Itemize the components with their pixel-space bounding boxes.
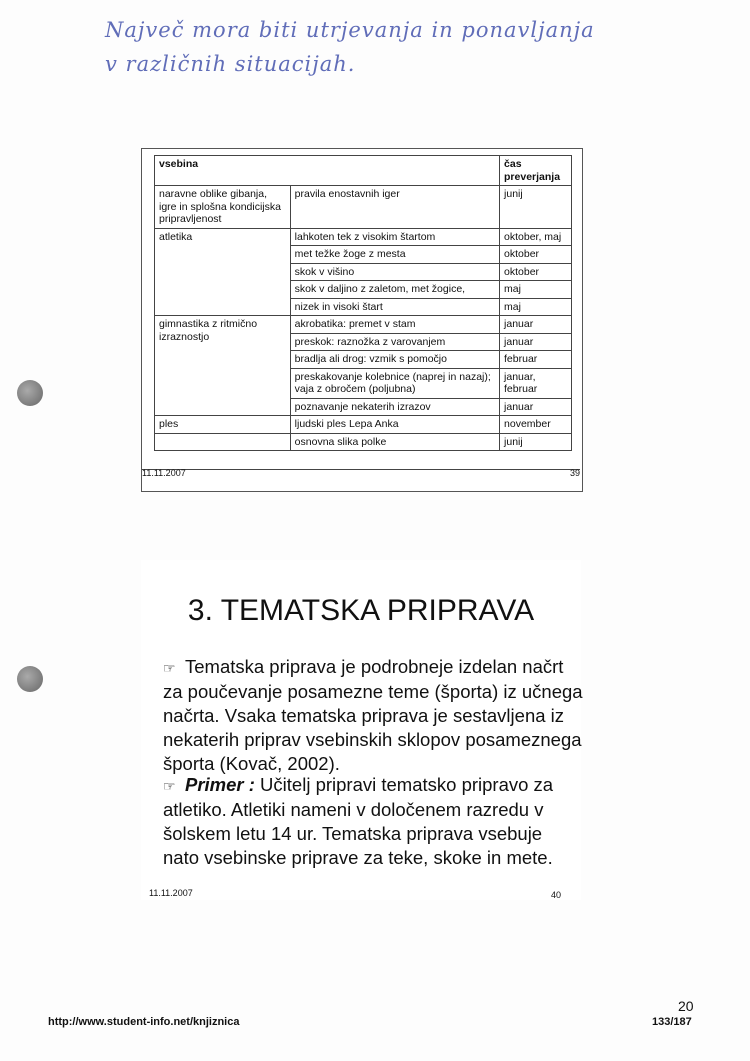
category-cell: gimnastika z ritmično izraznostjo — [155, 316, 291, 416]
item-cell: nizek in visoki štart — [290, 298, 499, 316]
time-cell: junij — [500, 186, 572, 229]
header-time: čas preverjanja — [500, 156, 572, 186]
pointing-hand-icon: ☞ — [163, 660, 176, 676]
item-cell: preskakovanje kolebnice (naprej in nazaj); vaja z obročem (poljubna) — [290, 368, 499, 398]
item-cell: skok v daljino z zaletom, met žogice, — [290, 281, 499, 299]
category-cell: naravne oblike gibanja, igre in splošna kondicijska pripravljenost — [155, 186, 291, 229]
item-cell: met težke žoge z mesta — [290, 246, 499, 264]
paragraph-example — [163, 773, 583, 870]
header-content: vsebina — [155, 156, 500, 186]
paragraph-text: Tematska priprava je podrobneje izdelan načrt za poučevanje posamezne teme (športa) iz učnega načrta. Vsaka tematska priprava je sestavljena iz nekaterih priprav vsebinskih sklopov posameznega športa (Kovač, 2002). — [163, 656, 583, 774]
table-row — [155, 228, 572, 246]
slide-number: 39 — [569, 468, 580, 478]
assessment-table — [154, 155, 572, 451]
slide-date: 11.11.2007 — [149, 888, 193, 898]
footer-url[interactable]: http://www.student-info.net/knjiznica — [48, 1016, 240, 1028]
punch-hole — [17, 380, 43, 406]
table-row — [155, 433, 572, 451]
category-cell: ples — [155, 416, 291, 434]
slide-number: 40 — [551, 890, 562, 900]
time-cell: oktober, maj — [500, 228, 572, 246]
time-cell: maj — [500, 298, 572, 316]
category-cell: atletika — [155, 228, 291, 316]
slide-title: 3. TEMATSKA PRIPRAVA — [187, 594, 535, 627]
table-header-row — [155, 156, 572, 186]
pointing-hand-icon: ☞ — [163, 778, 176, 794]
page-count: 133/187 — [652, 1016, 692, 1028]
slide-39 — [141, 148, 583, 492]
item-cell: ljudski ples Lepa Anka — [290, 416, 499, 434]
item-cell: preskok: raznožka z varovanjem — [290, 333, 499, 351]
item-cell: skok v višino — [290, 263, 499, 281]
time-cell: maj — [500, 281, 572, 299]
time-cell: oktober — [500, 263, 572, 281]
slide-date: 11.11.2007 — [142, 468, 186, 478]
handwritten-note-line1: Največ mora biti utrjevanja in ponavljanja — [105, 18, 595, 42]
table-row — [155, 186, 572, 229]
item-cell: bradlja ali drog: vzmik s pomočjo — [290, 351, 499, 369]
item-cell: akrobatika: premet v stam — [290, 316, 499, 334]
paragraph-text: Učitelj pripravi tematsko pripravo za atletiko. Atletiki nameni v določenem razredu v šolskem letu 14 ur. Tematska priprava vsebuje nato vsebinske priprave za teke, skoke in mete. — [163, 774, 554, 868]
time-cell: februar — [500, 351, 572, 369]
item-cell: poznavanje nekaterih izrazov — [290, 398, 499, 416]
time-cell: januar — [500, 316, 572, 334]
item-cell: lahkoten tek z visokim štartom — [290, 228, 499, 246]
category-cell — [155, 433, 291, 451]
example-label: Primer : — [185, 774, 255, 795]
handwritten-note-line2: v različnih situacijah. — [105, 52, 356, 76]
time-cell: junij — [500, 433, 572, 451]
time-cell: januar — [500, 333, 572, 351]
time-cell: januar, februar — [500, 368, 572, 398]
table-row — [155, 316, 572, 334]
slide-40 — [141, 560, 581, 900]
punch-hole — [17, 666, 43, 692]
item-cell: pravila enostavnih iger — [290, 186, 499, 229]
page-number: 20 — [678, 998, 694, 1014]
time-cell: oktober — [500, 246, 572, 264]
time-cell: januar — [500, 398, 572, 416]
paragraph-definition — [163, 655, 583, 776]
time-cell: november — [500, 416, 572, 434]
table-row — [155, 416, 572, 434]
item-cell: osnovna slika polke — [290, 433, 499, 451]
